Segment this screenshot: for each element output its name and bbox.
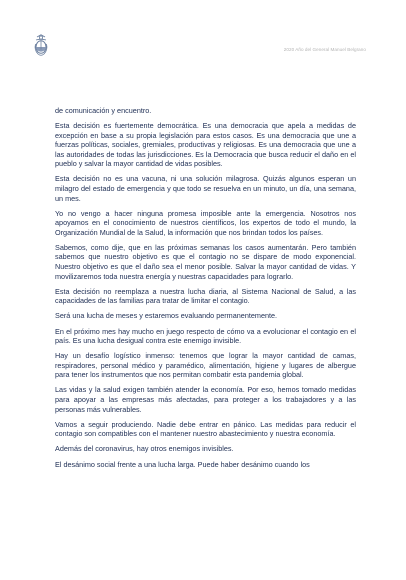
speech-body bbox=[55, 106, 356, 469]
paragraph: Hay un desafío logístico inmenso: tenemos que lograr la mayor cantidad de camas, respiradores, personal médico y paramédico, alimentación, higiene y lugares de albergue para tener los instrumentos que nos permitan combatir esta pandemia global. bbox=[55, 351, 356, 380]
header-year-note: 2020 Año del General Manuel Belgrano bbox=[283, 47, 366, 52]
coat-of-arms-icon bbox=[33, 34, 49, 58]
paragraph: El desánimo social frente a una lucha larga. Puede haber desánimo cuando los bbox=[55, 459, 310, 469]
paragraph: Esta decisión no reemplaza a nuestra lucha diaria, al Sistema Nacional de Salud, a las capacidades de las familias para tratar de limitar el contagio. bbox=[55, 286, 356, 306]
paragraph: Esta decisión es fuertemente democrática. Es una democracia que apela a medidas de excepción en base a su propia legislación para estos casos. Es una democracia que une a fuerzas políticas, sociales, gremiales, productivas y religiosas. Es una democracia que une a las autoridades de todas las jurisdicciones. Es la Democracia que busca reducir el daño en el pueblo y salvar la mayor cantidad de vidas posibles. bbox=[55, 121, 356, 169]
paragraph: Será una lucha de meses y estaremos evaluando permanentemente. bbox=[55, 311, 278, 321]
paragraph: En el próximo mes hay mucho en juego respecto de cómo va a evolucionar el contagio en el país. Es una lucha desigual contra este enemigo invisible. bbox=[55, 326, 356, 346]
paragraph: Las vidas y la salud exigen también atender la economía. Por eso, hemos tomado medidas para apoyar a las empresas más afectadas, para proteger a los trabajadores y a las personas más vulnerables. bbox=[55, 385, 356, 414]
paragraph: Esta decisión no es una vacuna, ni una solución milagrosa. Quizás algunos esperan un milagro del estado de emergencia y que todo se resuelva en un minuto, un día, una semana, un mes. bbox=[55, 174, 356, 203]
paragraph: Vamos a seguir produciendo. Nadie debe entrar en pánico. Las medidas para reducir el contagio son compatibles con el mantener nuestro abastecimiento y nuestra economía. bbox=[55, 419, 356, 439]
paragraph: Además del coronavirus, hay otros enemigos invisibles. bbox=[55, 444, 234, 454]
paragraph: Yo no vengo a hacer ninguna promesa imposible ante la emergencia. Nosotros nos apoyamos en el conocimiento de nuestros científicos, los expertos de todo el mundo, la Organización Mundial de la Salud, la información que nos brindan todos los países. bbox=[55, 208, 356, 237]
paragraph: Sabemos, como dije, que en las próximas semanas los casos aumentarán. Pero también sabemos que nuestro objetivo es que el contagio no se dispare de modo exponencial. Nuestro objetivo es que el daño sea el menor posible. Salvar la mayor cantidad de vidas. Y movilizaremos toda nuestra energía y nuestras capacidades para lograrlo. bbox=[55, 242, 356, 281]
paragraph: de comunicación y encuentro. bbox=[55, 106, 152, 115]
